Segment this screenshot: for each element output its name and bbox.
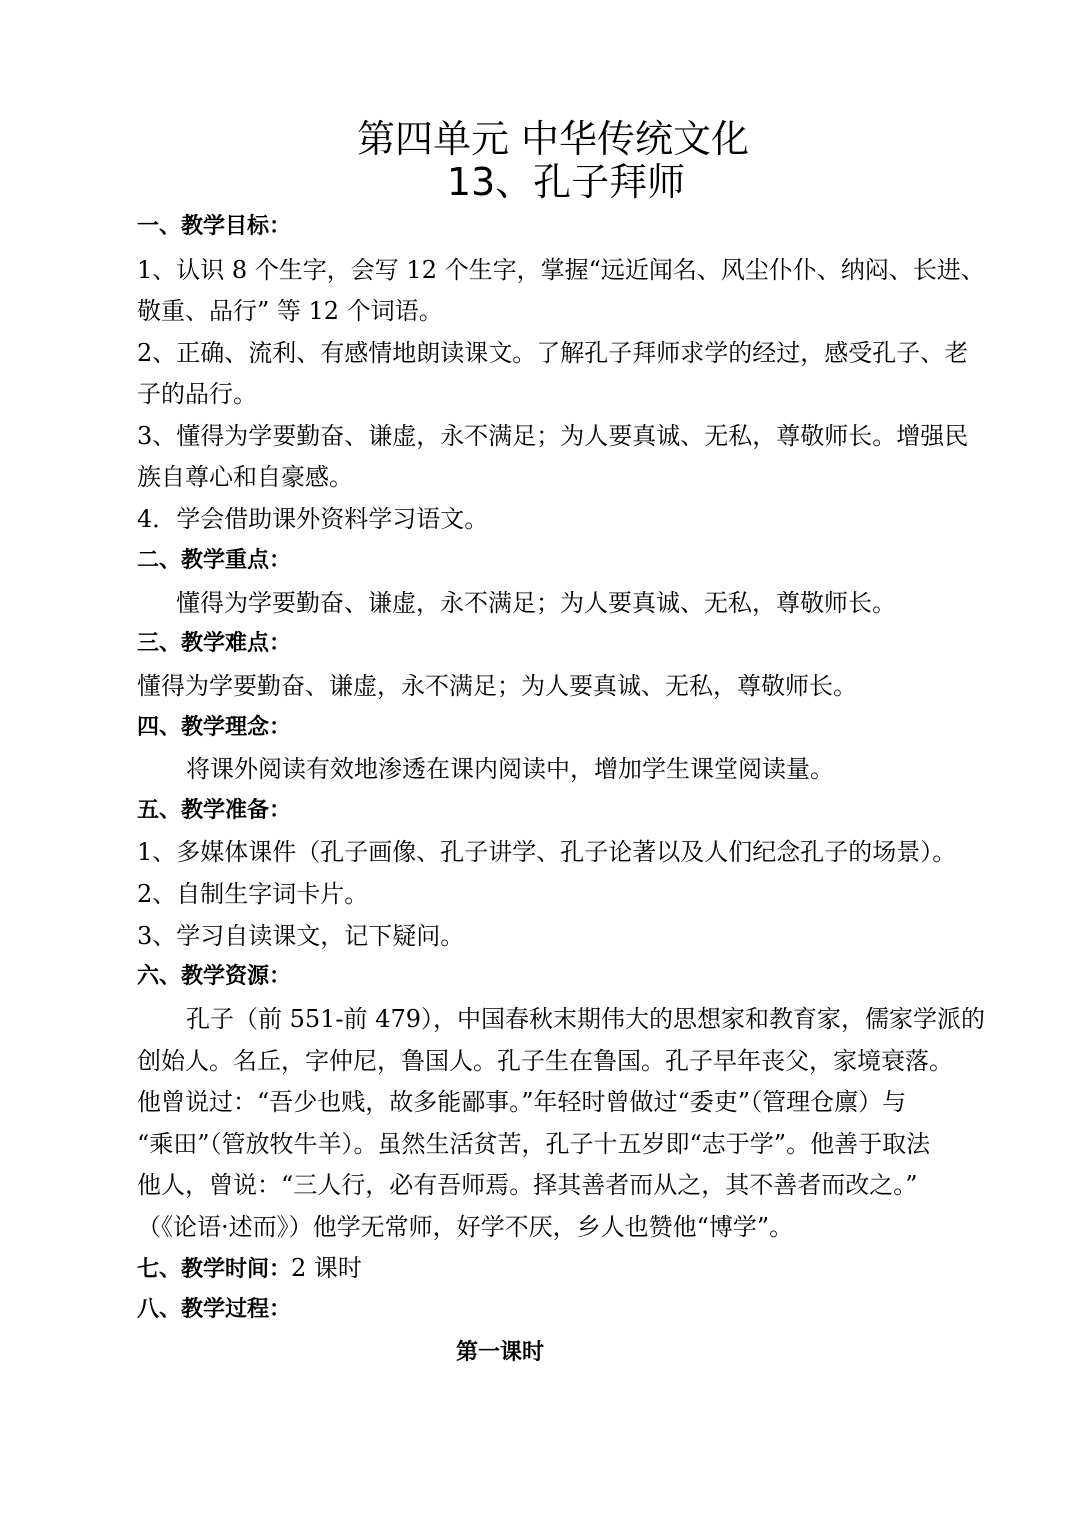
objective-line: 1、认识 8 个生字，会写 12 个生字，掌握“远近闻名、风尘仆仆、纳闷、长进、 xyxy=(137,256,985,284)
objectives-heading: 一、教学目标： xyxy=(137,214,292,239)
resources-line: 孔子（前 551-前 479），中国春秋末期伟大的思想家和教育家，儒家学派的 xyxy=(186,1005,985,1033)
preparation-line: 2、自制生字词卡片。 xyxy=(137,880,369,908)
resources-line: “乘田”（管放牧牛羊）。虽然生活贫苦，孔子十五岁即“志于学”。他善于取法 xyxy=(137,1130,931,1158)
objective-line: 子的品行。 xyxy=(137,380,257,408)
key-points-text: 懂得为学要勤奋、谦虚，永不满足；为人要真诚、无私，尊敬师长。 xyxy=(176,589,896,617)
philosophy-text: 将课外阅读有效地渗透在课内阅读中，增加学生课堂阅读量。 xyxy=(186,755,834,783)
difficulties-text: 懂得为学要勤奋、谦虚，永不满足；为人要真诚、无私，尊敬师长。 xyxy=(137,672,857,700)
time-heading: 七、教学时间： xyxy=(137,1257,292,1282)
objective-line: 2、正确、流利、有感情地朗读课文。了解孔子拜师求学的经过，感受孔子、老 xyxy=(137,339,969,367)
time-value: 2 课时 xyxy=(291,1254,362,1282)
lesson-title: 13、孔子拜师 xyxy=(446,160,686,204)
objective-line: 敬重、品行” 等 12 个词语。 xyxy=(137,297,443,325)
objective-line: 族自尊心和自豪感。 xyxy=(137,463,353,491)
resources-line: 创始人。名丘，字仲尼，鲁国人。孔子生在鲁国。孔子早年丧父，家境衰落。 xyxy=(137,1047,953,1075)
resources-line: 他人，曾说：“三人行，必有吾师焉。择其善者而从之，其不善者而改之。” xyxy=(137,1171,918,1199)
resources-line: （《论语·述而》）他学无常师，好学不厌，乡人也赞他“博学”。 xyxy=(137,1213,794,1241)
key-points-heading: 二、教学重点： xyxy=(137,548,292,573)
resources-heading: 六、教学资源： xyxy=(137,964,292,989)
preparation-line: 3、学习自读课文，记下疑问。 xyxy=(137,922,465,950)
objective-line: 4．学会借助课外资料学习语文。 xyxy=(137,505,489,533)
objective-line: 3、懂得为学要勤奋、谦虚，永不满足；为人要真诚、无私，尊敬师长。增强民 xyxy=(137,422,969,450)
unit-title: 第四单元 中华传统文化 xyxy=(356,117,750,161)
difficulties-heading: 三、教学难点： xyxy=(137,631,292,656)
preparation-heading: 五、教学准备： xyxy=(137,798,292,823)
period-title: 第一课时 xyxy=(455,1340,544,1365)
process-heading: 八、教学过程： xyxy=(137,1297,292,1322)
philosophy-heading: 四、教学理念： xyxy=(137,715,292,740)
preparation-line: 1、多媒体课件（孔子画像、孔子讲学、孔子论著以及人们纪念孔子的场景）。 xyxy=(137,838,957,866)
resources-line: 他曾说过：“吾少也贱，故多能鄙事。”年轻时曾做过“委吏”（管理仓廪）与 xyxy=(137,1088,907,1116)
time-row xyxy=(137,1252,997,1286)
